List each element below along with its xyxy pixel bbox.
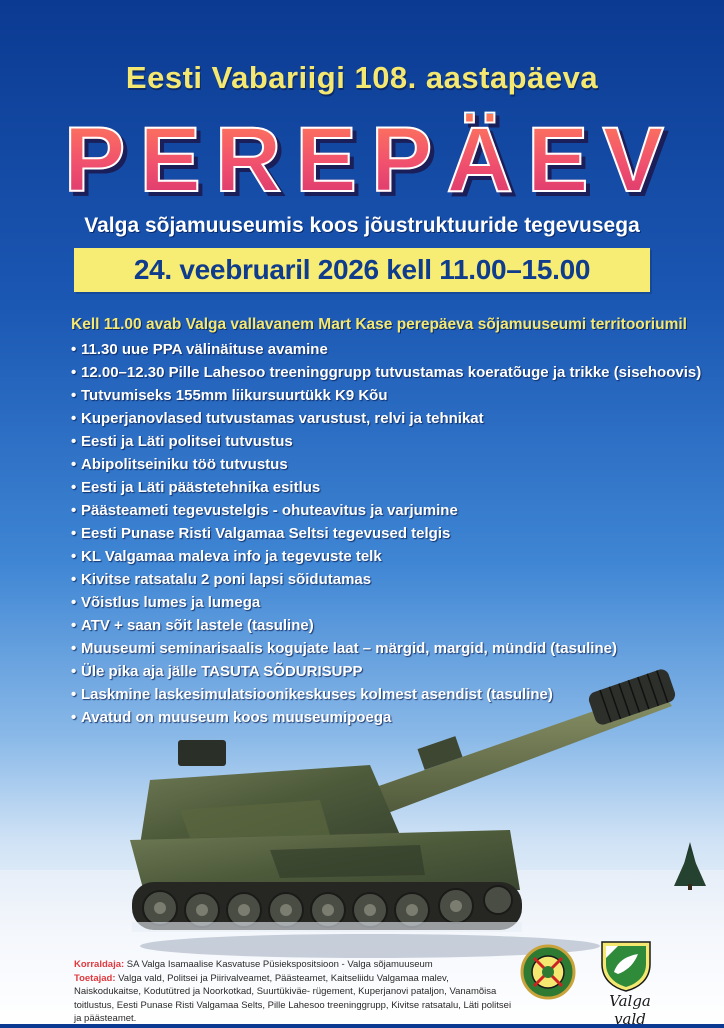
poster-supertitle: Eesti Vabariigi 108. aastapäeva (125, 60, 599, 95)
program-item-text: Üle pika aja jälle TASUTA SÕDURISUPP (81, 663, 363, 680)
program-item-text: 12.00–12.30 Pille Lahesoo treeninggrupp tutvustamas koeratõuge ja trikke (sisehoovis) (81, 364, 702, 381)
program-item (71, 430, 671, 453)
program-item-text: Avatud on muuseum koos muuseumipoega (81, 709, 392, 726)
bullet-icon: • (71, 341, 77, 358)
title-letter: V (602, 109, 664, 211)
bullet-icon: • (71, 548, 77, 565)
program-item-text: Võistlus lumes ja lumega (81, 594, 261, 611)
program-item-text: Laskmine laskesimulatsioonikeskuses kolmest asendist (tasuline) (81, 686, 553, 703)
title-letter: E (527, 109, 589, 211)
title-letter: Ä (446, 109, 513, 211)
program-item (71, 568, 671, 591)
supporters-label: Toetajad: (74, 972, 116, 984)
program-item (71, 476, 671, 499)
valga-vald-label: Valga vald (609, 992, 651, 1028)
organizer-label: Korraldaja: (74, 959, 125, 970)
sojamuuseum-logo-icon (520, 944, 576, 1000)
bullet-icon: • (71, 640, 77, 657)
program-item (71, 407, 671, 430)
program-item-text: Eesti ja Läti politsei tutvustus (81, 433, 293, 450)
program-item (71, 637, 671, 660)
program-item (71, 384, 671, 407)
title-letter: E (295, 109, 357, 211)
bullet-icon: • (71, 502, 77, 519)
k9-howitzer-image (120, 660, 680, 960)
title-letter: R (214, 109, 282, 211)
program-item-text: Muuseumi seminarisaalis kogujate laat – märgid, margid, mündid (tasuline) (81, 640, 617, 657)
title-letter: E (139, 109, 201, 211)
program-item-text: Päästeameti tegevustelgis - ohuteavitus ja varjumine (81, 502, 458, 519)
bullet-icon: • (71, 594, 77, 611)
bullet-icon: • (71, 456, 77, 473)
bullet-icon: • (71, 525, 77, 542)
program-item-text: ATV + saan sõit lastele (tasuline) (81, 617, 314, 634)
event-date: 24. veebruaril 2026 kell 11.00–15.00 (133, 254, 591, 285)
program-item (71, 361, 702, 384)
supporters-text: Valga vald, Politsei ja Piirivalveamet, Päästeamet, Kaitseliidu Valgamaa malev, Naiskodukaitse, Kodutütred ja Noorkotkad, Suurtükiväe- rügement, Kuperjanovi pataljon, Vanamõisa toitlustus, Eesti Punase Risti Valgamaa Selts, Pille Lahesoo treeninggrupp, Kivitse ratsatalu, Läti politsei ja päästeamet. (74, 972, 512, 1024)
program-item-text: Tutvumiseks 155mm liikursuurtükk K9 Kõu (81, 387, 388, 404)
bullet-icon: • (71, 387, 77, 404)
program-item-text: Kivitse ratsatalu 2 poni lapsi sõidutamas (81, 571, 372, 588)
title-letter: P (371, 109, 433, 211)
date-banner (74, 248, 650, 292)
valga-vald-coat-of-arms-icon (598, 938, 654, 992)
bullet-icon: • (71, 479, 77, 496)
program-item-text: Eesti ja Läti päästetehnika esitlus (81, 479, 321, 496)
program-item-text: Eesti Punase Risti Valgamaa Seltsi tegevused telgis (81, 525, 451, 542)
bullet-icon: • (71, 410, 77, 427)
bullet-icon: • (71, 571, 77, 588)
bullet-icon: • (71, 663, 77, 680)
program-item (71, 614, 671, 637)
bullet-icon: • (71, 617, 77, 634)
organizer-line (74, 958, 514, 972)
program-item (71, 338, 671, 361)
poster-footer (74, 958, 514, 1026)
organizer-text: SA Valga Isamaalise Kasvatuse Püsiekspositsioon - Valga sõjamuuseum (126, 959, 433, 970)
program-item-text: Abipolitseiniku töö tutvustus (81, 456, 288, 473)
program-item-text: KL Valgamaa maleva info ja tegevuste telk (81, 548, 382, 565)
bullet-icon: • (71, 364, 77, 381)
bullet-icon: • (71, 433, 77, 450)
bullet-icon: • (71, 709, 77, 726)
program-item (71, 499, 671, 522)
program-item-text: Kuperjanovlased tutvustamas varustust, relvi ja tehnikat (81, 410, 484, 427)
bullet-icon: • (71, 686, 77, 703)
program-item (71, 522, 671, 545)
poster-main-title (64, 110, 664, 210)
supporters-line (74, 972, 514, 1026)
program-item (71, 591, 671, 614)
title-letter: P (64, 109, 126, 211)
program-intro: Kell 11.00 avab Valga vallavanem Mart Kase perepäeva sõjamuuseumi territooriumil (71, 316, 687, 333)
program-item (71, 545, 671, 568)
poster-subtitle: Valga sõjamuuseumis koos jõustruktuuride tegevusega (84, 214, 640, 237)
program-item-text: 11.30 uue PPA välinäituse avamine (81, 341, 328, 358)
program-item (71, 453, 671, 476)
